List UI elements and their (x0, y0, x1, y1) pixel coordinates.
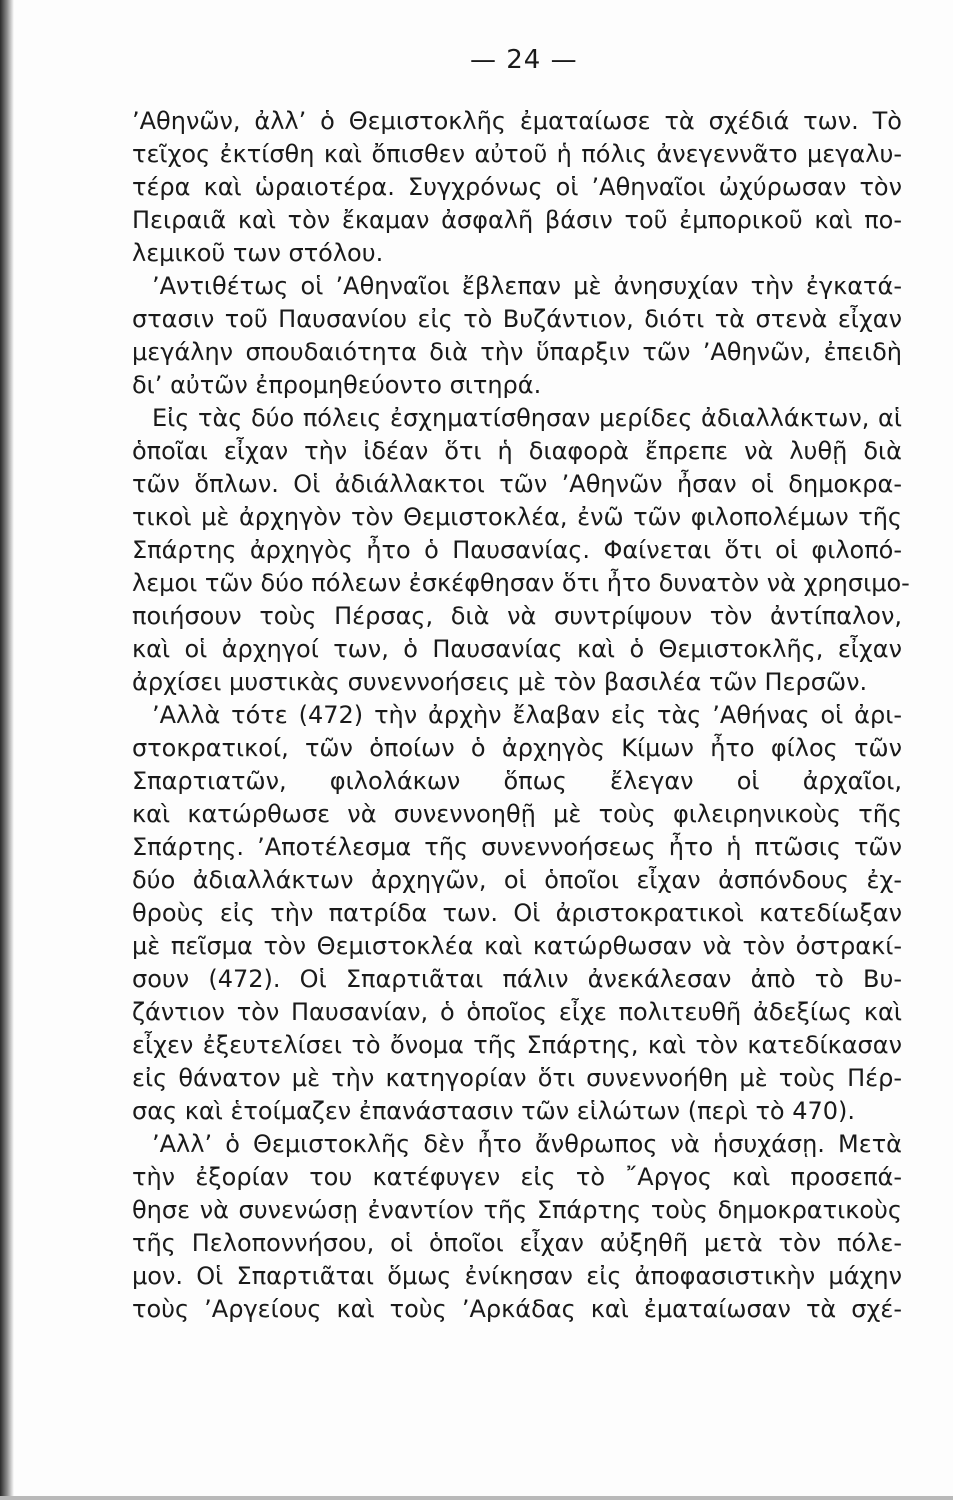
text-line: δι’ αὐτῶν ἐπρομηθεύοντο σιτηρά. (132, 371, 542, 399)
page-number: — 24 — (470, 45, 578, 75)
text-line: ’Αλλ’ ὁ Θεμιστοκλῆς δὲν ἦτο ἄνθρωπος νὰ ἡσυχάσῃ. Μετὰ (152, 1130, 902, 1158)
text-line: τῆς Πελοποννήσου, οἱ ὁποῖοι εἶχαν αὐξηθῆ μετὰ τὸν πόλε- (132, 1229, 902, 1257)
text-line: καὶ οἱ ἀρχηγοί των, ὁ Παυσανίας καὶ ὁ Θεμιστοκλῆς, εἶχαν (132, 635, 902, 663)
text-line: Σπάρτης. ’Αποτέλεσμα τῆς συνεννοήσεως ἦτο ἡ πτῶσις τῶν (132, 833, 902, 861)
text-line: τικοὶ μὲ ἀρχηγὸν τὸν Θεμιστοκλέα, ἐνῶ τῶν φιλοπολέμων τῆς (132, 503, 902, 531)
text-line: σουν (472). Οἱ Σπαρτιᾶται πάλιν ἀνεκάλεσαν ἀπὸ τὸ Βυ- (132, 965, 902, 993)
page-bottom-edge (0, 1496, 953, 1500)
text-line: τεῖχος ἐκτίσθη καὶ ὄπισθεν αὐτοῦ ἡ πόλις ἀνεγεννᾶτο μεγαλυ- (132, 140, 902, 168)
text-line: στοκρατικοί, τῶν ὁποίων ὁ ἀρχηγὸς Κίμων ἦτο φίλος τῶν (132, 734, 902, 762)
text-line: λεμοι τῶν δύο πόλεων ἐσκέφθησαν ὅτι ἦτο δυνατὸν νὰ χρησιμο- (132, 569, 910, 597)
text-line: εἰς θάνατον μὲ τὴν κατηγορίαν ὅτι συνεννοήθη μὲ τοὺς Πέρ- (132, 1064, 902, 1092)
text-line: Πειραιᾶ καὶ τὸν ἔκαμαν ἀσφαλῆ βάσιν τοῦ ἐμπορικοῦ καὶ πο- (132, 206, 902, 234)
text-line: Σπάρτης ἀρχηγὸς ἦτο ὁ Παυσανίας. Φαίνεται ὅτι οἱ φιλοπό- (132, 536, 902, 564)
text-line: στασιν τοῦ Παυσανίου εἰς τὸ Βυζάντιον, διότι τὰ στενὰ εἶχαν (132, 305, 902, 333)
text-line: τέρα καὶ ὡραιοτέρα. Συγχρόνως οἱ ’Αθηναῖοι ὠχύρωσαν τὸν (132, 173, 902, 201)
text-line: καὶ κατώρθωσε νὰ συνεννοηθῇ μὲ τοὺς φιλειρηνικοὺς τῆς (132, 800, 902, 828)
text-line: τοὺς ’Αργείους καὶ τοὺς ’Αρκάδας καὶ ἐματαίωσαν τὰ σχέ- (132, 1295, 902, 1323)
text-line: Σπαρτιατῶν, φιλολάκων ὅπως ἔλεγαν οἱ ἀρχαῖοι, (132, 767, 902, 795)
text-line: ποιήσουν τοὺς Πέρσας, διὰ νὰ συντρίψουν τὸν ἀντίπαλον, (132, 602, 902, 630)
text-line: Εἰς τὰς δύο πόλεις ἐσχηματίσθησαν μερίδες ἀδιαλλάκτων, αἱ (152, 404, 902, 432)
text-line: μεγάλην σπουδαιότητα διὰ τὴν ὕπαρξιν τῶν ’Αθηνῶν, ἐπειδὴ (132, 338, 902, 366)
text-line: δύο ἀδιαλλάκτων ἀρχηγῶν, οἱ ὁποῖοι εἶχαν ἀσπόνδους ἐχ- (132, 866, 902, 894)
text-line: θησε νὰ συνενώσῃ ἐναντίον τῆς Σπάρτης τοὺς δημοκρατικοὺς (132, 1196, 902, 1224)
text-line: ’Αντιθέτως οἱ ’Αθηναῖοι ἔβλεπαν μὲ ἀνησυχίαν τὴν ἐγκατά- (152, 272, 902, 300)
text-line: σας καὶ ἑτοίμαζεν ἐπανάστασιν τῶν εἱλώτων (περὶ τὸ 470). (132, 1097, 856, 1125)
text-line: ’Αλλὰ τότε (472) τὴν ἀρχὴν ἔλαβαν εἰς τὰς ’Αθήνας οἱ ἀρι- (152, 701, 902, 729)
text-line: ’Αθηνῶν, ἀλλ’ ὁ Θεμιστοκλῆς ἐματαίωσε τὰ σχέδιά των. Τὸ (132, 107, 902, 135)
page-left-shadow (0, 0, 14, 1500)
text-line: ὁποῖαι εἶχαν τὴν ἰδέαν ὅτι ἡ διαφορὰ ἔπρεπε νὰ λυθῇ διὰ (132, 437, 902, 465)
text-line: εἶχεν ἐξευτελίσει τὸ ὄνομα τῆς Σπάρτης, καὶ τὸν κατεδίκασαν (132, 1031, 902, 1059)
text-line: μὲ πεῖσμα τὸν Θεμιστοκλέα καὶ κατώρθωσαν νὰ τὸν ὀστρακί- (132, 932, 902, 960)
text-line: λεμικοῦ των στόλου. (132, 239, 384, 267)
text-line: τὴν ἐξορίαν του κατέφυγεν εἰς τὸ ῎Αργος καὶ προσεπά- (132, 1163, 902, 1191)
text-line: τῶν ὅπλων. Οἱ ἀδιάλλακτοι τῶν ’Αθηνῶν ἦσαν οἱ δημοκρα- (132, 470, 902, 498)
text-line: μον. Οἱ Σπαρτιᾶται ὅμως ἐνίκησαν εἰς ἀποφασιστικὴν μάχην (132, 1262, 902, 1290)
text-line: ζάντιον τὸν Παυσανίαν, ὁ ὁποῖος εἶχε πολιτευθῆ ἀδεξίως καὶ (132, 998, 902, 1026)
text-line: ἀρχίσει μυστικὰς συνεννοήσεις μὲ τὸν βασιλέα τῶν Περσῶν. (132, 668, 868, 696)
body-text (132, 105, 910, 1326)
text-line: θροὺς εἰς τὴν πατρίδα των. Οἱ ἀριστοκρατικοὶ κατεδίωξαν (132, 899, 902, 927)
